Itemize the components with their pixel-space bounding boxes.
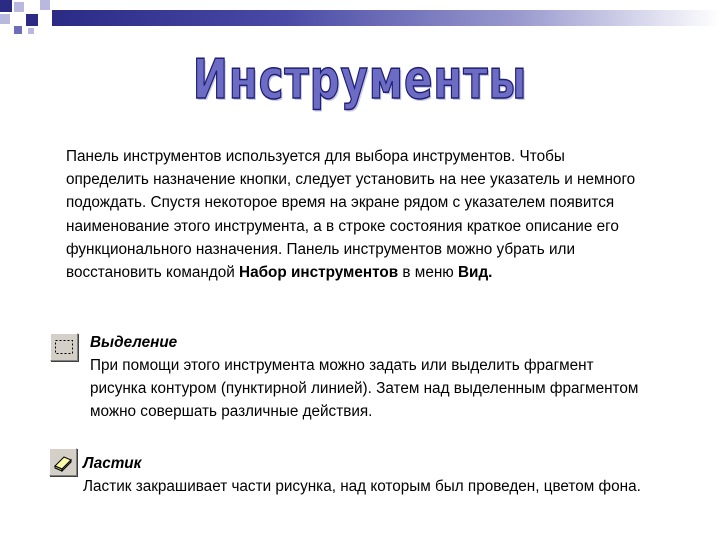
intro-text-middle: в меню bbox=[398, 264, 458, 282]
tool-description: При помощи этого инструмента можно задать или выделить фрагмент рисунка контуром (пунктирной линией). Затем над выделенным фрагментом можно совершать различные действия. bbox=[90, 357, 639, 420]
intro-text: Панель инструментов используется для выбора инструментов. Чтобы определить назначение кнопки, следует установить на нее указатель и немного подождать. Спустя некоторое время на экране рядом с указателем появится наименование этого инструмента, а в строке состояния краткое описание его функционального назначения. Панель инструментов можно убрать или восстановить командой bbox=[66, 148, 636, 282]
selection-tool-button[interactable] bbox=[50, 333, 78, 361]
decor-square bbox=[28, 28, 34, 34]
slide-title: Инструменты bbox=[192, 48, 528, 111]
eraser-tool-info bbox=[83, 452, 703, 498]
intro-command-bold: Набор инструментов bbox=[239, 264, 399, 282]
decor-square bbox=[40, 0, 50, 10]
decor-square bbox=[14, 2, 24, 12]
decor-square bbox=[14, 26, 22, 34]
eraser-icon bbox=[50, 449, 76, 475]
tool-name: Выделение bbox=[90, 334, 178, 351]
decor-square bbox=[26, 14, 38, 26]
intro-paragraph bbox=[66, 145, 636, 284]
eraser-tool-button[interactable] bbox=[49, 448, 77, 476]
selection-icon bbox=[51, 334, 77, 360]
tool-description: Ластик закрашивает части рисунка, над которым был проведен, цветом фона. bbox=[83, 478, 641, 495]
tool-name: Ластик bbox=[83, 455, 142, 472]
header-decoration bbox=[0, 0, 720, 34]
selection-tool-info bbox=[90, 331, 650, 423]
decor-square bbox=[0, 0, 12, 12]
intro-menu-bold: Вид. bbox=[458, 264, 493, 282]
header-gradient-bar bbox=[52, 10, 720, 26]
decor-square bbox=[0, 14, 10, 24]
